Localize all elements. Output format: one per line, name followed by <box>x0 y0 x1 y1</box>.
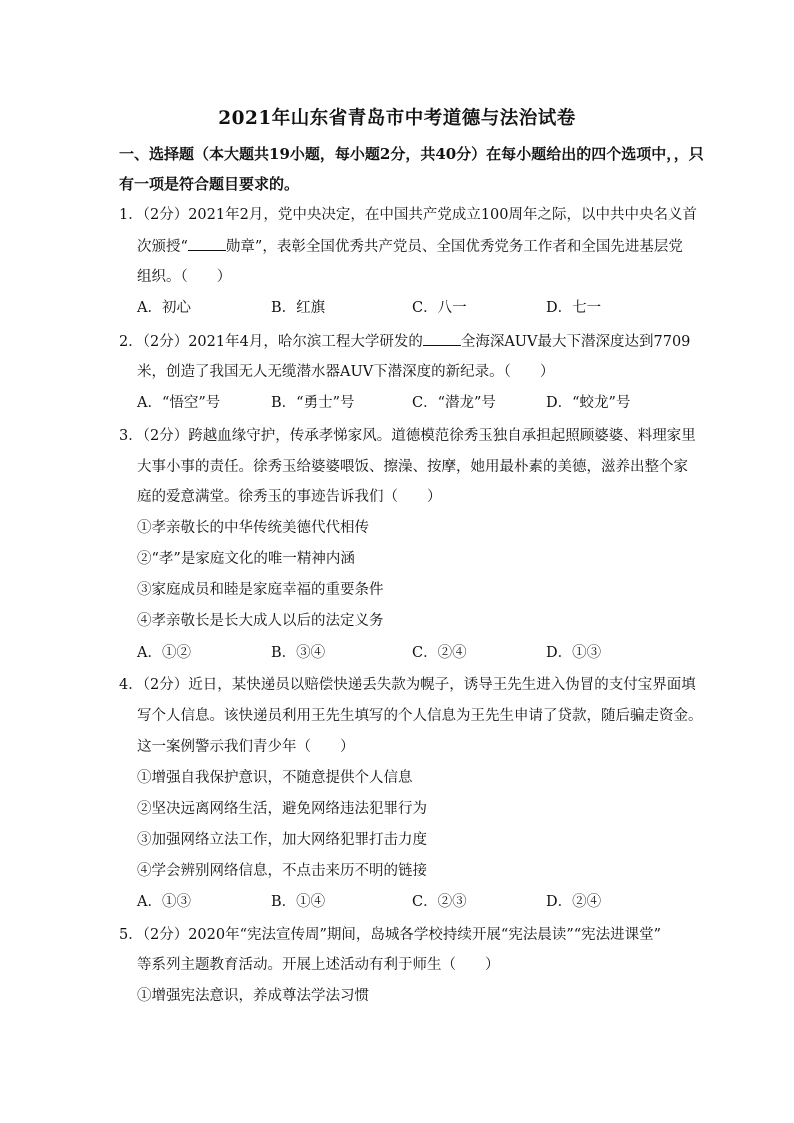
q1-option-c[interactable]: C．八一 <box>412 300 467 316</box>
q3-item-2: ②“孝”是家庭文化的唯一精神内涵 <box>137 551 355 567</box>
q3-line1: 3．（2分）跨越血缘守护，传承孝悌家风。道德模范徐秀玉独自承担起照顾婆婆、料理家里 <box>119 428 696 444</box>
q1-line1: 1．（2分）2021年2月，党中央决定，在中国共产党成立100周年之际，以中共中央名义首 <box>119 207 698 223</box>
q1-option-a[interactable]: A．初心 <box>137 300 191 316</box>
q3-option-a[interactable]: A．①② <box>137 645 191 661</box>
q4-item-3: ③加强网络立法工作，加大网络犯罪打击力度 <box>137 832 427 848</box>
q4-item-1: ①增强自我保护意识，不随意提供个人信息 <box>137 770 413 786</box>
q3-option-c[interactable]: C．②④ <box>412 645 467 661</box>
q2-line1-text-b: 全海深AUV最大下潜深度达到7709 <box>460 334 691 350</box>
q1-line3: 组织。（ ） <box>137 269 232 285</box>
q3-line2: 大事小事的责任。徐秀玉给婆婆喂饭、擦澡、按摩，她用最朴素的美德，滋养出整个家 <box>137 459 688 475</box>
q2-line2: 米，创造了我国无人无缆潜水器AUV下潜深度的新纪录。（ ） <box>137 364 555 380</box>
q3-item-1: ①孝亲敬长的中华传统美德代代相传 <box>137 520 369 536</box>
q1-line2-text-b: 勋章”，表彰全国优秀共产党员、全国优秀党务工作者和全国先进基层党 <box>225 239 683 255</box>
q1-answer-blank <box>188 236 226 251</box>
q3-option-b[interactable]: B．③④ <box>271 645 326 661</box>
q4-item-4: ④学会辨别网络信息，不点击来历不明的链接 <box>137 863 427 879</box>
q1-option-b[interactable]: B．红旗 <box>271 300 326 316</box>
q2-option-c[interactable]: C．“潜龙”号 <box>412 395 496 411</box>
q4-option-b[interactable]: B．①④ <box>271 894 326 910</box>
q3-option-d[interactable]: D．①③ <box>546 645 602 661</box>
q2-option-b[interactable]: B．“勇士”号 <box>271 395 355 411</box>
q5-line1: 5．（2分）2020年“宪法宣传周”期间，岛城各学校持续开展“宪法晨读”“宪法进课堂” <box>119 927 662 943</box>
q4-line2: 写个人信息。该快递员利用王先生填写的个人信息为王先生申请了贷款，随后骗走资金。 <box>137 708 703 724</box>
q3-item-4: ④孝亲敬长是长大成人以后的法定义务 <box>137 613 384 629</box>
q4-option-c[interactable]: C．②③ <box>412 894 467 910</box>
q4-item-2: ②坚决远离网络生活，避免网络违法犯罪行为 <box>137 801 427 817</box>
q1-line2-text-a: 次颁授“ <box>137 239 188 255</box>
q2-option-d[interactable]: D．“蛟龙”号 <box>546 395 631 411</box>
q4-line1: 4．（2分）近日，某快递员以赔偿快递丢失款为幌子，诱导王先生进入伪冒的支付宝界面填 <box>119 677 696 693</box>
q1-line2 <box>137 236 683 257</box>
section-heading-line1: 一、选择题（本大题共19小题，每小题2分，共40分）在每小题给出的四个选项中，，只 <box>119 145 704 163</box>
q3-line3: 庭的爱意满堂。徐秀玉的事迹告诉我们（ ） <box>137 489 442 505</box>
exam-title: 2021年山东省青岛市中考道德与法治试卷 <box>218 108 576 129</box>
q5-item-1: ①增强宪法意识，养成尊法学法习惯 <box>137 988 369 1004</box>
q1-option-d[interactable]: D．七一 <box>546 300 602 316</box>
q5-line2: 等系列主题教育活动。开展上述活动有利于师生（ ） <box>137 957 500 973</box>
q4-option-a[interactable]: A．①③ <box>137 894 191 910</box>
q2-line1 <box>119 331 690 352</box>
section-heading-line2: 有一项是符合题目要求的。 <box>119 175 300 193</box>
q2-option-a[interactable]: A．“悟空”号 <box>137 395 221 411</box>
q2-line1-text-a: 2．（2分）2021年4月，哈尔滨工程大学研发的 <box>119 334 423 350</box>
q2-answer-blank <box>423 331 461 346</box>
q4-line3: 这一案例警示我们青少年（ ） <box>137 739 355 755</box>
q3-item-3: ③家庭成员和睦是家庭幸福的重要条件 <box>137 582 384 598</box>
q4-option-d[interactable]: D．②④ <box>546 894 602 910</box>
